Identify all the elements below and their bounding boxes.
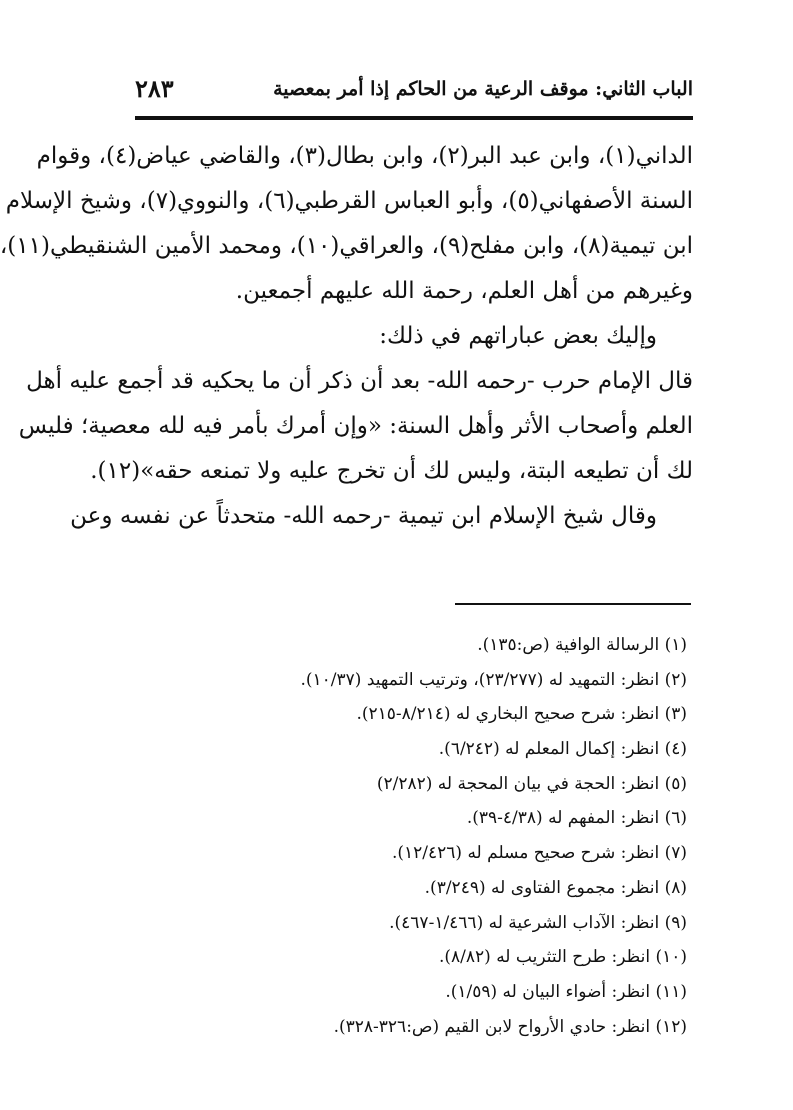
footnote: (٨) انظر: مجموع الفتاوى له (٣/٢٤٩). [424,877,687,898]
text-line: وإليك بعض عباراتهم في ذلك: [379,323,657,349]
footnotes [135,628,687,1044]
footnote: (٢) انظر: التمهيد له (٢٣/٢٧٧)، وترتيب التمهيد (١٠/٣٧). [300,669,687,690]
text-line: قال الإمام حرب -رحمه الله- بعد أن ذكر أن ما يحكيه قد أجمع عليه أهل [26,368,693,394]
text-line: لك أن تطيعه البتة، وليس لك أن تخرج عليه ولا تمنعه حقه»(١٢). [90,458,693,484]
text-line: وقال شيخ الإسلام ابن تيمية -رحمه الله- متحدثاً عن نفسه وعن [70,503,657,529]
footnote: (٤) انظر: إكمال المعلم له (٦/٢٤٢). [438,739,687,760]
footnote-separator [455,603,691,605]
footnote: (٣) انظر: شرح صحيح البخاري له (٨/٢١٤-٢١٥). [356,704,687,725]
text-line: الداني(١)، وابن عبد البر(٢)، وابن بطال(٣)، والقاضي عياض(٤)، وقوام [36,143,693,169]
footnote: (٦) انظر: المفهم له (٤/٣٨-٣٩). [466,808,687,829]
main-text [0,134,693,539]
text-line: العلم وأصحاب الأثر وأهل السنة: «وإن أمرك بأمر فيه لله معصية؛ فليس [18,413,693,439]
footnote: (١١) انظر: أضواء البيان له (١/٥٩). [445,981,687,1002]
footnote: (١) الرسالة الوافية (ص:١٣٥). [477,635,687,655]
text-line: وغيرهم من أهل العلم، رحمة الله عليهم أجمعين. [235,278,693,304]
footnote: (١٢) انظر: حادي الأرواح لابن القيم (ص:٣٢٦-٣٢٨). [333,1016,687,1037]
page-number: ٢٨٣ [135,74,174,103]
footnote: (١٠) انظر: طرح التثريب له (٨/٨٢). [438,947,687,968]
running-head: الباب الثاني: موقف الرعية من الحاكم إذا أمر بمعصية [273,78,693,100]
footnote: (٧) انظر: شرح صحيح مسلم له (١٢/٤٢٦). [391,843,687,864]
text-line: ابن تيمية(٨)، وابن مفلح(٩)، والعراقي(١٠)، ومحمد الأمين الشنقيطي(١١)، [0,233,693,259]
page-header [135,74,693,114]
text-line: السنة الأصفهاني(٥)، وأبو العباس القرطبي(٦)، والنووي(٧)، وشيخ الإسلام [5,188,693,214]
footnote: (٩) انظر: الآداب الشرعية له (١/٤٦٦-٤٦٧). [389,912,687,933]
header-rule [135,116,693,120]
footnote: (٥) انظر: الحجة في بيان المحجة له (٢/٢٨٢) [376,773,687,794]
